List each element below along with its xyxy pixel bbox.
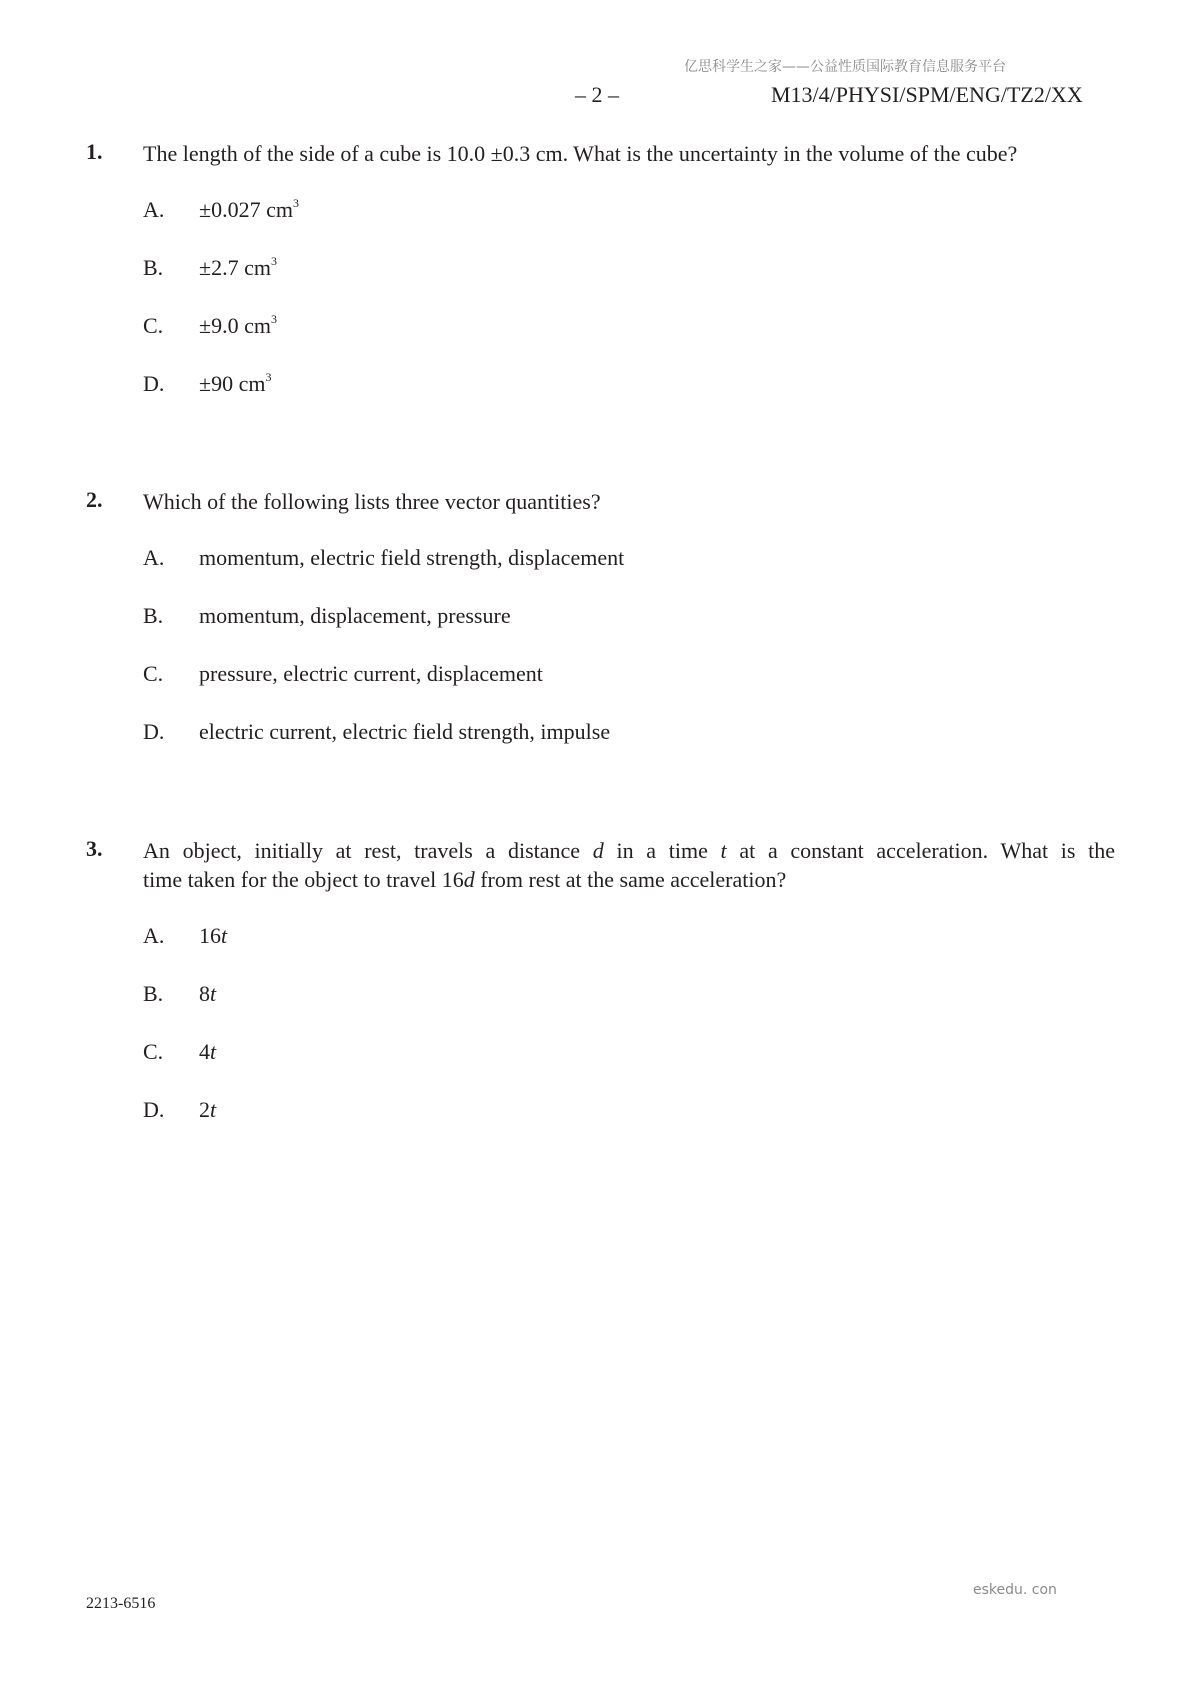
option-d: 2t [199, 1097, 217, 1122]
option-letter: D. [143, 1097, 165, 1122]
option-letter: D. [143, 719, 165, 744]
option-b: momentum, displacement, pressure [199, 603, 511, 628]
option-a: momentum, electric field strength, displacement [199, 545, 625, 570]
question-number: 1. [86, 139, 103, 164]
option-a: ±0.027 $cm^3$ [199, 195, 299, 222]
option-c: ±9.0 $cm^3$ [199, 311, 277, 338]
option-a: 16t [199, 923, 228, 948]
option-letter: C. [143, 1039, 164, 1064]
option-letter: D. [143, 371, 165, 396]
option-letter: C. [143, 313, 164, 338]
question-number: 2. [86, 487, 103, 512]
option-letter: B. [143, 603, 164, 628]
page-number: – 2 – [575, 82, 619, 107]
exam-code: M13/4/PHYSI/SPM/ENG/TZ2/XX [771, 82, 1083, 107]
option-d: ±90 $cm^3$ [199, 369, 272, 396]
option-c: pressure, electric current, displacement [199, 661, 543, 686]
option-letter: A. [143, 923, 165, 948]
watermark-bottom: eskedu. con [973, 1582, 1057, 1598]
option-letter: A. [143, 197, 165, 222]
question-number: 3. [86, 836, 103, 861]
option-letter: B. [143, 981, 164, 1006]
option-c: 4t [199, 1039, 217, 1064]
question-text-line-2: time taken for the object to travel 16d from rest at the same acceleration? [143, 867, 787, 892]
document-code: 2213-6516 [86, 1595, 156, 1612]
option-b: ±2.7 $cm^3$ [199, 253, 277, 280]
question-text-line-1: An object, initially at rest, travels a distance d in a time t at a constant acceleration. What is the [143, 838, 1116, 863]
option-letter: A. [143, 545, 165, 570]
question-text: Which of the following lists three vector quantities? [143, 489, 601, 514]
option-letter: C. [143, 661, 164, 686]
option-d: electric current, electric field strength, impulse [199, 719, 611, 744]
option-b: 8t [199, 981, 217, 1006]
watermark-top: 亿思科学生之家——公益性质国际教育信息服务平台 [684, 59, 1006, 75]
question-text: The length of the side of a cube is 10.0 ±0.3 cm. What is the uncertainty in the volume of the cube? [143, 141, 1018, 166]
option-letter: B. [143, 255, 164, 280]
